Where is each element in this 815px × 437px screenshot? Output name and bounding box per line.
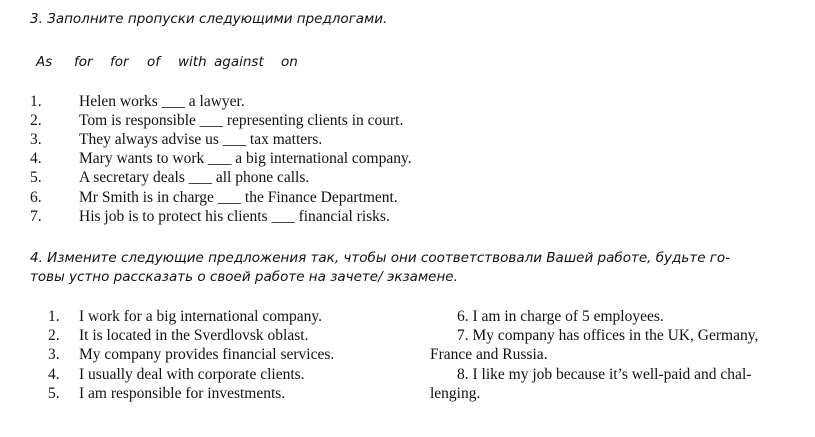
item-number: 3.	[48, 346, 60, 363]
item-number: 5.	[30, 169, 42, 186]
task4-heading-line-1: 4. Измените следующие предложения так, чтобы они соответствовали Вашей работе, будьте го-	[30, 250, 731, 266]
item-number: 1.	[30, 93, 42, 110]
item-text: It is located in the Sverdlovsk oblast.	[79, 327, 309, 344]
word-bank-item: for	[110, 54, 129, 70]
list-item: 7. My company has offices in the UK, Germany,	[457, 327, 759, 344]
word-bank-item: against	[214, 54, 264, 70]
word-bank-item: with	[178, 54, 207, 70]
item-number: 2.	[48, 327, 60, 344]
item-text: Tom is responsible ___ representing clients in court.	[79, 112, 404, 129]
item-number: 6.	[30, 189, 42, 206]
item-text: They always advise us ___ tax matters.	[79, 131, 323, 148]
item-number: 7.	[30, 208, 42, 225]
item-text: A secretary deals ___ all phone calls.	[79, 169, 310, 186]
item-number: 3.	[30, 131, 42, 148]
word-bank-item: As	[36, 54, 53, 70]
item-number: 1.	[48, 308, 60, 325]
list-item-continuation: lenging.	[430, 385, 481, 402]
item-text: Helen works ___ a lawyer.	[79, 93, 245, 110]
item-number: 4.	[48, 366, 60, 383]
word-bank-item: for	[74, 54, 93, 70]
list-item: 8. I like my job because it’s well-paid and chal-	[457, 366, 752, 383]
task3-heading: 3. Заполните пропуски следующими предлогами.	[30, 11, 388, 27]
list-item-continuation: France and Russia.	[430, 346, 548, 363]
word-bank-item: of	[147, 54, 161, 70]
item-text: I am responsible for investments.	[79, 385, 286, 402]
word-bank	[0, 54, 815, 74]
item-number: 5.	[48, 385, 60, 402]
list-item: 6. I am in charge of 5 employees.	[457, 308, 664, 325]
item-number: 4.	[30, 150, 42, 167]
item-text: I work for a big international company.	[79, 308, 323, 325]
item-text: I usually deal with corporate clients.	[79, 366, 305, 383]
item-text: Mary wants to work ___ a big international company.	[79, 150, 412, 167]
item-text: My company provides financial services.	[79, 346, 335, 363]
task4-heading-line-2: товы устно рассказать о своей работе на зачете/ экзамене.	[30, 269, 458, 285]
item-number: 2.	[30, 112, 42, 129]
item-text: Mr Smith is in charge ___ the Finance Department.	[79, 189, 398, 206]
word-bank-item: on	[281, 54, 298, 70]
item-text: His job is to protect his clients ___ financial risks.	[79, 208, 390, 225]
